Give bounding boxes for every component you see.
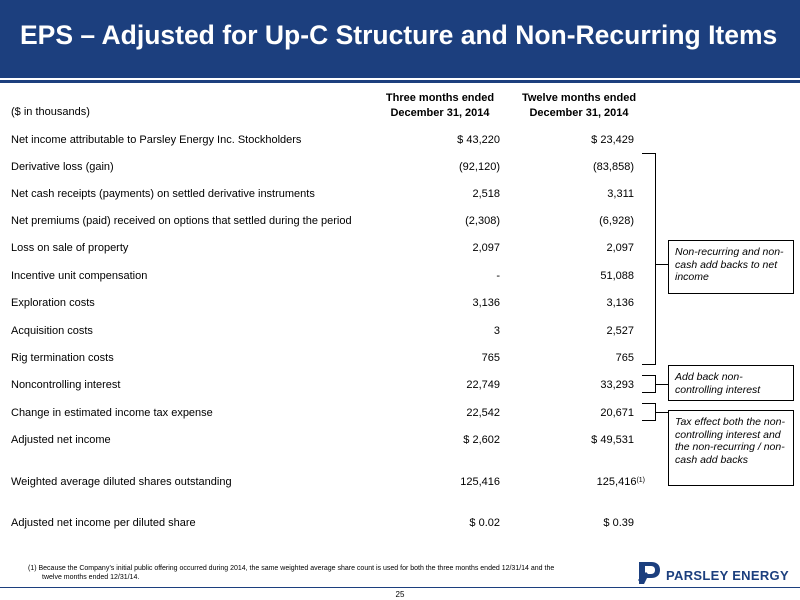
column-header-twelve-months-line2: December 31, 2014: [529, 107, 629, 119]
units-label: ($ in thousands): [11, 106, 90, 118]
value-three-months: 2,097: [472, 242, 500, 254]
bracket-noncontrolling-pointer: [656, 384, 668, 385]
parsley-energy-logo: [636, 560, 796, 586]
row-label: Noncontrolling interest: [11, 379, 121, 391]
bracket-tax-effect-pointer: [656, 412, 668, 413]
value-three-months: 3,136: [472, 297, 500, 309]
note-non-recurring: Non-recurring and non-cash add backs to net income: [668, 240, 794, 294]
footer-divider: [0, 587, 800, 588]
value-twelve-months: $ 0.39: [603, 517, 634, 529]
bracket-noncontrolling: [642, 375, 656, 393]
footnote-line-2: twelve months ended 12/31/14.: [42, 574, 140, 581]
value-twelve-months: 2,097: [606, 242, 634, 254]
logo-text: PARSLEY ENERGY: [666, 568, 789, 583]
value-twelve-months: 51,088: [600, 270, 634, 282]
row-label: Rig termination costs: [11, 352, 114, 364]
value-twelve-months: 3,136: [606, 297, 634, 309]
row-label: Exploration costs: [11, 297, 95, 309]
title-bar: [0, 0, 800, 78]
footnote: [28, 564, 608, 582]
value-three-months: $ 43,220: [457, 134, 500, 146]
bracket-non-recurring: [642, 153, 656, 365]
value-twelve-months-number: 125,416: [596, 476, 637, 488]
bracket-non-recurring-pointer: [656, 264, 668, 265]
value-three-months: -: [496, 270, 500, 282]
value-three-months: (92,120): [459, 161, 500, 173]
value-twelve-months: [597, 476, 645, 488]
value-three-months: 2,518: [472, 188, 500, 200]
value-twelve-months: $ 23,429: [591, 134, 634, 146]
row-label: Acquisition costs: [11, 325, 93, 337]
value-twelve-months: 3,311: [607, 188, 634, 200]
row-label: Weighted average diluted shares outstanding: [11, 476, 232, 488]
row-label: Derivative loss (gain): [11, 161, 114, 173]
footnote-marker: (1): [636, 477, 645, 484]
column-header-three-months-line2: December 31, 2014: [390, 107, 490, 119]
row-label: Loss on sale of property: [11, 242, 129, 254]
row-label: Adjusted net income: [11, 434, 111, 446]
value-three-months: (2,308): [465, 215, 500, 227]
value-twelve-months: $ 49,531: [591, 434, 634, 446]
note-noncontrolling: Add back non-controlling interest: [668, 365, 794, 401]
column-header-three-months-line1: Three months ended: [385, 92, 495, 104]
page-number: 25: [395, 590, 405, 599]
value-twelve-months: (83,858): [593, 161, 634, 173]
value-three-months: $ 0.02: [469, 517, 500, 529]
value-three-months: 125,416: [460, 476, 500, 488]
bracket-tax-effect: [642, 403, 656, 421]
value-three-months: $ 2,602: [463, 434, 500, 446]
title-divider: [0, 80, 800, 83]
row-label: Net income attributable to Parsley Energy Inc. Stockholders: [11, 134, 302, 146]
column-header-three-months: [380, 91, 500, 121]
footnote-line-1: (1) Because the Company’s initial public offering occurred during 2014, the same weighted average share count is used for both the three months ended 12/31/14 and the: [28, 565, 555, 572]
row-label: Change in estimated income tax expense: [11, 407, 213, 419]
row-label: Incentive unit compensation: [11, 270, 148, 282]
value-three-months: 22,749: [466, 379, 500, 391]
value-twelve-months: 20,671: [600, 407, 634, 419]
value-twelve-months: (6,928): [599, 215, 634, 227]
row-label: Net premiums (paid) received on options that settled during the period: [11, 215, 352, 227]
value-three-months: 765: [481, 352, 500, 364]
value-three-months: 22,542: [466, 407, 500, 419]
row-label: Adjusted net income per diluted share: [11, 517, 196, 529]
value-twelve-months: 765: [615, 352, 634, 364]
column-header-twelve-months-line1: Twelve months ended: [521, 92, 637, 104]
parsley-logo-icon: [636, 560, 662, 586]
column-header-twelve-months: [514, 91, 644, 121]
value-twelve-months: 2,527: [606, 325, 634, 337]
page-title: EPS – Adjusted for Up-C Structure and Non-Recurring Items: [20, 20, 778, 50]
note-tax-effect: Tax effect both the non-controlling interest and the non-recurring / non-cash add backs: [668, 410, 794, 486]
row-label: Net cash receipts (payments) on settled derivative instruments: [11, 188, 315, 200]
value-three-months: 3: [493, 325, 500, 337]
value-twelve-months: 33,293: [600, 379, 634, 391]
